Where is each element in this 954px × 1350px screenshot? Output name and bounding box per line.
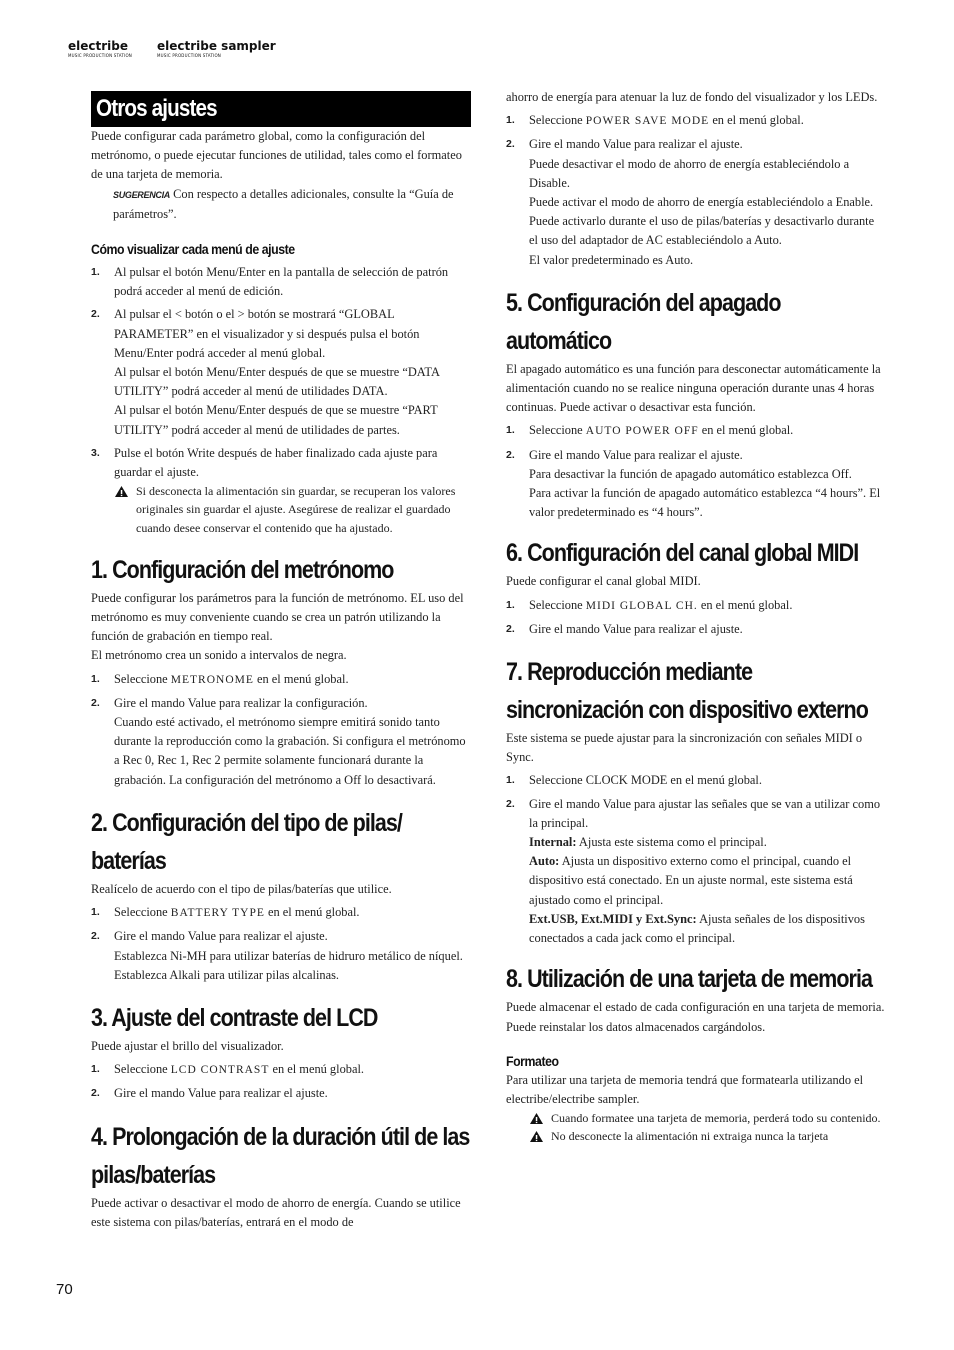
section-banner: Otros ajustes bbox=[91, 91, 471, 127]
logo-subtext: MUSIC PRODUCTION STATION bbox=[68, 53, 132, 58]
electribe-logo bbox=[68, 40, 132, 58]
list-item: 2. Gire el mando Value para realizar el ajuste. Puede desactivar el modo de ahorro de energía estableciéndolo a Disable. Puede activar el modo de ahorro de energía estableciéndolo a Enable. Puede activarlo durante el uso de pilas/baterías y desactivarlo durante el uso del adaptador de AC estableciéndolo a Auto. El valor predeterminado es Auto. bbox=[506, 137, 875, 267]
list-item: 1. Al pulsar el botón Menu/Enter en la pantalla de selección de patrón podrá acceder al menú de edición. bbox=[91, 265, 449, 299]
menu-name: POWER SAVE MODE bbox=[585, 115, 710, 128]
subsection-title: Cómo visualizar cada menú de ajuste bbox=[91, 241, 295, 258]
steps-list bbox=[91, 670, 471, 790]
option-label: Ext.USB, Ext.MIDI y Ext.Sync: bbox=[529, 911, 697, 926]
menu-name: METRONOME bbox=[170, 673, 254, 686]
menu-name: BATTERY TYPE bbox=[170, 907, 265, 920]
list-item: 1. Seleccione CLOCK MODE en el menú global. bbox=[506, 773, 762, 788]
list-item: 2. Gire el mando Value para realizar el ajuste. bbox=[91, 1086, 328, 1101]
section-paragraph: Puede configurar el canal global MIDI. bbox=[506, 574, 701, 589]
warning-note: No desconecte la alimentación ni extraiga nunca la tarjeta bbox=[529, 1127, 886, 1145]
left-column bbox=[91, 91, 471, 1232]
section-paragraph: El metrónomo crea un sonido a intervalos de negra. bbox=[91, 648, 347, 663]
list-item: 1. Seleccione LCD CONTRAST en el menú global. bbox=[91, 1062, 364, 1077]
steps-list bbox=[506, 771, 886, 948]
list-item: 2. Gire el mando Value para realizar el ajuste. Establezca Ni-MH para utilizar baterías de hidruro metálico de níquel. Establezca Alkali para utilizar pilas alcalinas. bbox=[91, 929, 463, 982]
list-item: 2. Gire el mando Value para realizar el ajuste. bbox=[506, 621, 743, 636]
section-paragraph: Realícelo de acuerdo con el tipo de pilas/baterías que utilice. bbox=[91, 881, 392, 896]
warning-note: Cuando formatee una tarjeta de memoria, perderá todo su contenido. bbox=[529, 1109, 886, 1127]
steps-list bbox=[506, 596, 886, 639]
list-item: 2. Gire el mando Value para ajustar las señales que se van a utilizar como la principal. Internal: Ajusta este sistema como el principal. Auto: Ajusta un dispositivo externo como el principal, cuando el dispositivo está conectado. En un ajuste normal, este sistema está ajustado como el principal. Ext.USB, Ext.MIDI y Ext.Sync: Ajusta señales de los dispositivos conectados a cada jack como el principal. bbox=[506, 796, 881, 946]
option-label: Auto: bbox=[529, 854, 560, 869]
section-title: 5. Configuración del apagado automático bbox=[506, 288, 781, 355]
steps-list bbox=[506, 421, 886, 522]
section-paragraph: Este sistema se puede ajustar para la sincronización con señales MIDI o Sync. bbox=[506, 731, 863, 765]
steps-list bbox=[506, 111, 886, 270]
section-title: 2. Configuración del tipo de pilas/ baterías bbox=[91, 808, 402, 875]
section-title: 4. Prolongación de la duración útil de las pilas/baterías bbox=[91, 1122, 470, 1189]
steps-list bbox=[91, 903, 471, 985]
list-item: 1. Seleccione MIDI GLOBAL CH. en el menú global. bbox=[506, 597, 793, 612]
electribe-sampler-logo bbox=[157, 40, 276, 58]
section-title: 1. Configuración del metrónomo bbox=[91, 555, 394, 584]
warning-note: Si desconecta la alimentación sin guardar, se recuperan los valores originales sin guardar el ajuste. Asegúrese de realizar el guardado cuando desee conservar el contenido que ha ajustado. bbox=[114, 482, 471, 537]
list-item: 2. Gire el mando Value para realizar el ajuste. Para desactivar la función de apagado automático establezca Off. Para activar la función de apagado automático establezca “4 hours”. El valor predeterminado es “4 hours”. bbox=[506, 447, 881, 520]
howto-list bbox=[91, 263, 471, 537]
tip-text: Con respecto a detalles adicionales, consulte la “Guía de parámetros”. bbox=[113, 186, 454, 221]
right-column bbox=[506, 88, 886, 1146]
menu-name: AUTO POWER OFF bbox=[585, 425, 699, 438]
section-paragraph: ahorro de energía para atenuar la luz de fondo del visualizador y los LEDs. bbox=[506, 90, 878, 104]
tip-label: SUGERENCIA bbox=[113, 189, 171, 200]
section-title: 6. Configuración del canal global MIDI bbox=[506, 539, 859, 568]
section-title: 3. Ajuste del contraste del LCD bbox=[91, 1003, 378, 1032]
warning-icon bbox=[529, 1112, 544, 1125]
section-paragraph: Puede almacenar el estado de cada configuración en una tarjeta de memoria. Puede reinstalar los datos almacenados cargándolos. bbox=[506, 1000, 885, 1034]
section-paragraph: Puede activar o desactivar el modo de ahorro de energía. Cuando se utilice este sistema con pilas/baterías, entrará en el modo de bbox=[91, 1195, 461, 1229]
subsection-title: Formateo bbox=[506, 1052, 559, 1069]
section-paragraph: Puede configurar los parámetros para la función de metrónomo. EL uso del metrónomo es muy conveniente cuando se crea un patrón utilizando la función de grabación en tiempo real. bbox=[91, 590, 464, 644]
list-item: 2. Gire el mando Value para realizar la configuración. Cuando esté activado, el metrónomo siempre emitirá sonido tanto durante la reproducción como la grabación. Si configura el metrónomo a Rec 0, Rec 1, Rec 2 permite solamente funcionará durante la grabación. La configuración del metrónomo a Off lo desactivará. bbox=[91, 695, 466, 787]
section-title: 7. Reproducción mediante sincronización con dispositivo externo bbox=[506, 658, 868, 725]
list-item: 2. Al pulsar el < botón o el > botón se mostrará “GLOBAL PARAMETER” en el visualizador y si después pulsa el botón Menu/Enter podrá acceder al menú global. Al pulsar el botón Menu/Enter después de que se muestre “DATA UTILITY” podrá acceder al menú de utilidades DATA. Al pulsar el botón Menu/Enter después de que se muestre “PART UTILITY” podrá acceder al menú de utilidades de partes. bbox=[91, 307, 440, 437]
list-item: 1. Seleccione AUTO POWER OFF en el menú global. bbox=[506, 423, 794, 438]
warning-icon bbox=[114, 485, 129, 498]
section-paragraph: Para utilizar una tarjeta de memoria tendrá que formatearla utilizando el electribe/electribe sampler. bbox=[506, 1072, 864, 1106]
menu-name: MIDI GLOBAL CH. bbox=[585, 599, 698, 612]
intro-paragraph: Puede configurar cada parámetro global, como la configuración del metrónomo, o puede ejecutar funciones de utilidad, tales como el formateo de una tarjeta de memoria. bbox=[91, 129, 462, 182]
logo-subtext: MUSIC PRODUCTION STATION bbox=[157, 53, 221, 58]
list-item: 1. Seleccione BATTERY TYPE en el menú global. bbox=[91, 905, 360, 920]
list-item: 1. Seleccione POWER SAVE MODE en el menú global. bbox=[506, 113, 804, 128]
logo-text: electribe sampler bbox=[157, 39, 276, 53]
section-paragraph: El apagado automático es una función para desconectar automáticamente la alimentación cuando no se realice ninguna operación durante unas 4 horas continuas. Puede activar o desactivar esta función. bbox=[506, 361, 881, 415]
list-item: 3. Pulse el botón Write después de haber finalizado cada ajuste para guardar el ajuste. Si desconecta la alimentación sin guardar, se recuperan los valores originales sin guardar el ajuste. Asegúrese de realizar el guardado cuando desee conservar el contenido que ha ajustado. bbox=[91, 444, 471, 537]
warning-icon bbox=[529, 1130, 544, 1143]
logo-text: electribe bbox=[68, 39, 128, 53]
section-paragraph: Puede ajustar el brillo del visualizador. bbox=[91, 1038, 284, 1053]
steps-list bbox=[91, 1060, 471, 1103]
menu-name: LCD CONTRAST bbox=[170, 1064, 270, 1077]
section-title: 8. Utilización de una tarjeta de memoria bbox=[506, 965, 873, 994]
option-label: Internal: bbox=[529, 835, 577, 850]
page-number: 70 bbox=[56, 1281, 73, 1298]
list-item: 1. Seleccione METRONOME en el menú global. bbox=[91, 671, 349, 686]
tip bbox=[91, 185, 471, 224]
